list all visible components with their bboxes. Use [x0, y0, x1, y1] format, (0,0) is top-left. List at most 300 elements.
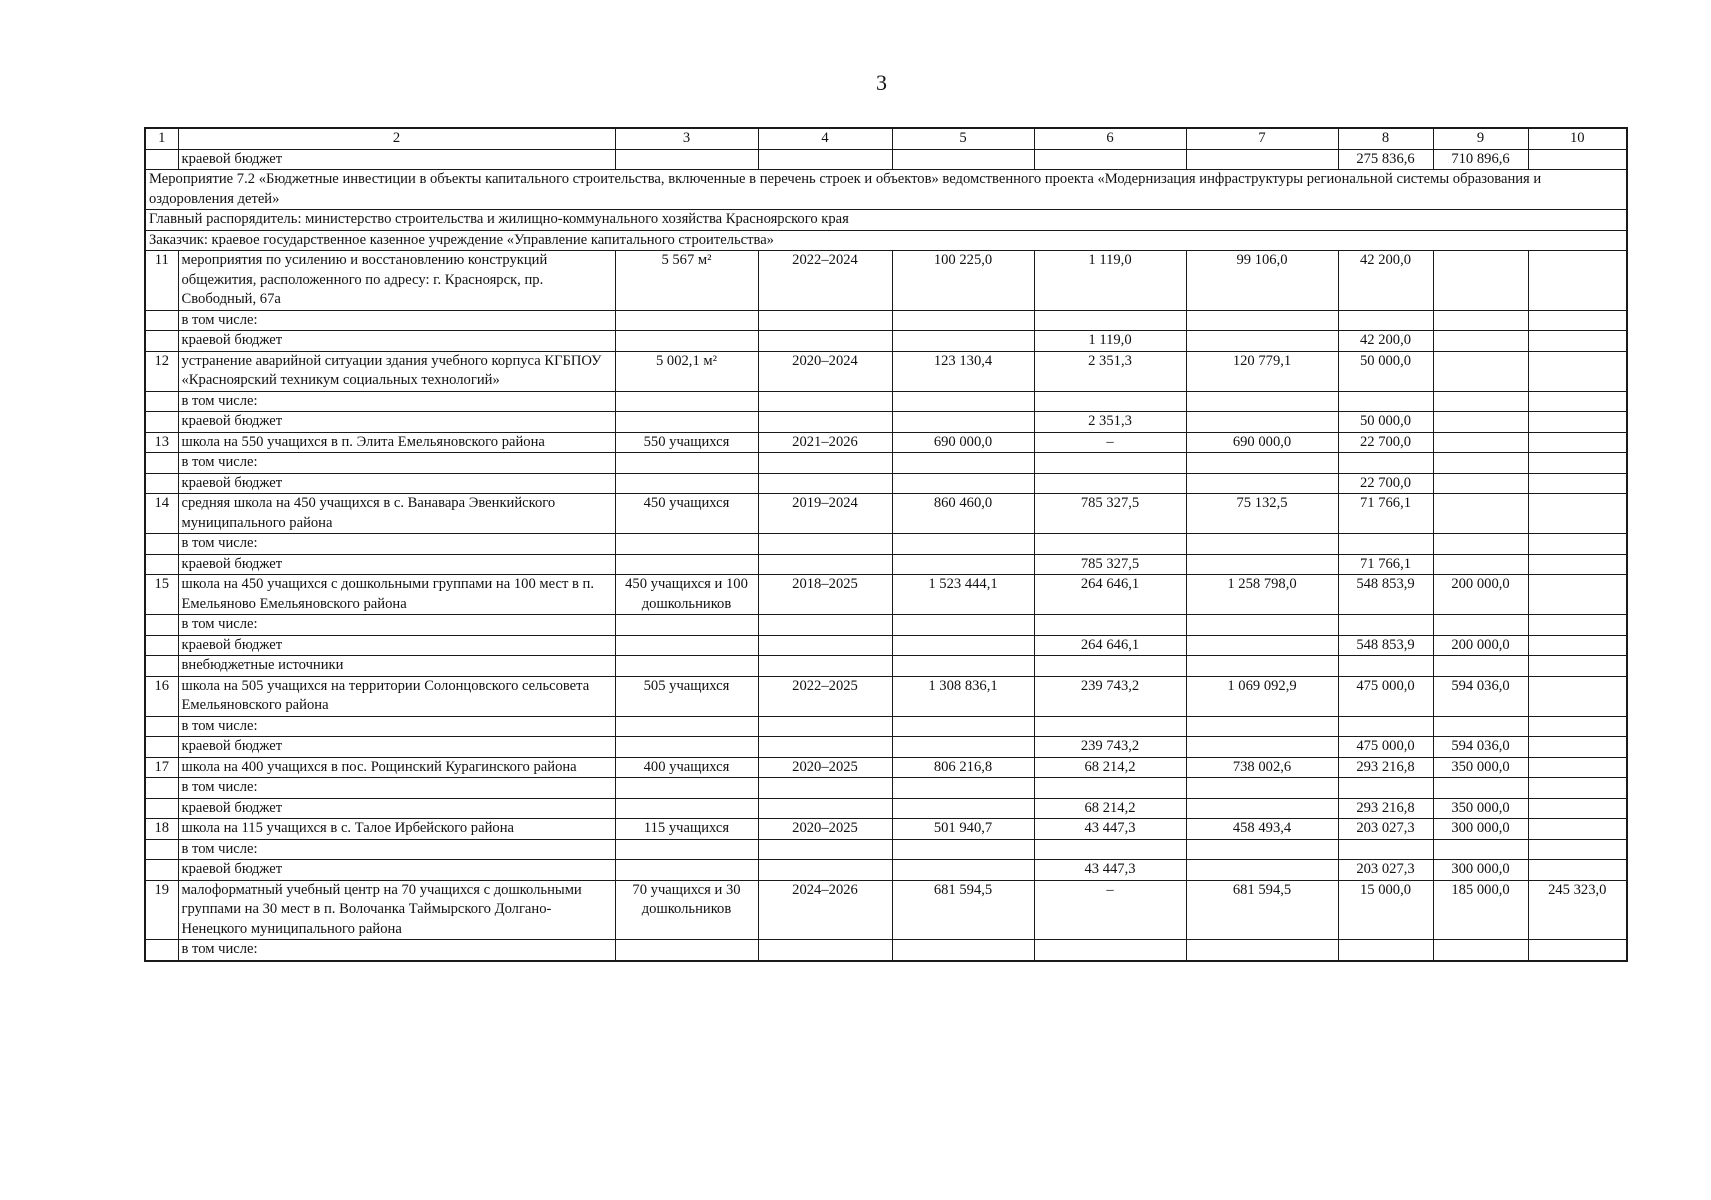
cell-col-8 — [1338, 656, 1433, 677]
table-row — [145, 716, 1627, 737]
cell-col-6: – — [1034, 880, 1186, 940]
cell-col-9: 300 000,0 — [1433, 819, 1528, 840]
cell-col-9 — [1433, 432, 1528, 453]
table-row — [145, 778, 1627, 799]
cell-col-4 — [758, 635, 892, 656]
cell-col-10 — [1528, 798, 1627, 819]
cell-col-4 — [758, 412, 892, 433]
cell-col-9 — [1433, 554, 1528, 575]
cell-col-7 — [1186, 310, 1338, 331]
cell-col-3 — [615, 615, 758, 636]
row-name: в том числе: — [178, 716, 615, 737]
cell-col-9: 594 036,0 — [1433, 737, 1528, 758]
cell-col-8 — [1338, 716, 1433, 737]
cell-col-4: 2018–2025 — [758, 575, 892, 615]
cell-col-8: 293 216,8 — [1338, 757, 1433, 778]
cell-col-4: 2022–2025 — [758, 676, 892, 716]
row-number: 13 — [145, 432, 178, 453]
cell-col-5 — [892, 412, 1034, 433]
cell-col-6: 43 447,3 — [1034, 860, 1186, 881]
row-name: школа на 450 учащихся с дошкольными группами на 100 мест в п. Емельяново Емельяновского района — [178, 575, 615, 615]
row-name: краевой бюджет — [178, 860, 615, 881]
table-row — [145, 432, 1627, 453]
cell-col-4: 2020–2025 — [758, 757, 892, 778]
cell-col-3 — [615, 310, 758, 331]
cell-col-9 — [1433, 656, 1528, 677]
cell-col-10 — [1528, 534, 1627, 555]
row-number — [145, 149, 178, 170]
cell-col-8: 548 853,9 — [1338, 635, 1433, 656]
cell-col-10 — [1528, 635, 1627, 656]
row-name: краевой бюджет — [178, 554, 615, 575]
row-number — [145, 798, 178, 819]
cell-col-8: 50 000,0 — [1338, 412, 1433, 433]
cell-col-3 — [615, 860, 758, 881]
cell-col-8 — [1338, 391, 1433, 412]
cell-col-5 — [892, 554, 1034, 575]
cell-col-8: 71 766,1 — [1338, 494, 1433, 534]
row-name: в том числе: — [178, 391, 615, 412]
cell-col-4 — [758, 860, 892, 881]
cell-col-7: 120 779,1 — [1186, 351, 1338, 391]
cell-col-3 — [615, 940, 758, 961]
cell-col-8 — [1338, 940, 1433, 961]
cell-col-3 — [615, 737, 758, 758]
cell-col-7 — [1186, 798, 1338, 819]
cell-col-4 — [758, 778, 892, 799]
cell-col-9 — [1433, 940, 1528, 961]
cell-col-3 — [615, 453, 758, 474]
cell-col-8 — [1338, 534, 1433, 555]
cell-col-10 — [1528, 860, 1627, 881]
row-number — [145, 554, 178, 575]
cell-col-5 — [892, 149, 1034, 170]
row-number: 12 — [145, 351, 178, 391]
row-number: 15 — [145, 575, 178, 615]
cell-col-6 — [1034, 453, 1186, 474]
cell-col-8: 293 216,8 — [1338, 798, 1433, 819]
cell-col-10 — [1528, 676, 1627, 716]
row-number — [145, 778, 178, 799]
cell-col-7 — [1186, 453, 1338, 474]
row-number — [145, 656, 178, 677]
cell-col-4: 2020–2024 — [758, 351, 892, 391]
cell-col-4: 2021–2026 — [758, 432, 892, 453]
row-name: в том числе: — [178, 310, 615, 331]
table-row — [145, 494, 1627, 534]
cell-col-7 — [1186, 331, 1338, 352]
cell-col-4 — [758, 940, 892, 961]
section-row — [145, 210, 1627, 231]
cell-col-9: 350 000,0 — [1433, 798, 1528, 819]
cell-col-3 — [615, 716, 758, 737]
cell-col-7 — [1186, 391, 1338, 412]
row-name: краевой бюджет — [178, 737, 615, 758]
cell-col-4: 2022–2024 — [758, 251, 892, 311]
table-row — [145, 798, 1627, 819]
cell-col-7: 681 594,5 — [1186, 880, 1338, 940]
table-row — [145, 149, 1627, 170]
cell-col-8: 203 027,3 — [1338, 860, 1433, 881]
cell-col-10 — [1528, 554, 1627, 575]
cell-col-9 — [1433, 391, 1528, 412]
cell-col-9: 350 000,0 — [1433, 757, 1528, 778]
cell-col-9: 300 000,0 — [1433, 860, 1528, 881]
row-name: краевой бюджет — [178, 331, 615, 352]
cell-col-9 — [1433, 251, 1528, 311]
cell-col-3 — [615, 656, 758, 677]
cell-col-6 — [1034, 940, 1186, 961]
row-name: в том числе: — [178, 534, 615, 555]
cell-col-9: 710 896,6 — [1433, 149, 1528, 170]
cell-col-9: 185 000,0 — [1433, 880, 1528, 940]
row-number — [145, 331, 178, 352]
table-row — [145, 819, 1627, 840]
cell-col-4 — [758, 391, 892, 412]
cell-col-3: 5 002,1 м² — [615, 351, 758, 391]
cell-col-6: 239 743,2 — [1034, 676, 1186, 716]
row-name: малоформатный учебный центр на 70 учащихся с дошкольными группами на 30 мест в п. Волочанка Таймырского Долгано-Ненецкого муниципального района — [178, 880, 615, 940]
cell-col-4 — [758, 554, 892, 575]
cell-col-6: 239 743,2 — [1034, 737, 1186, 758]
cell-col-4 — [758, 534, 892, 555]
cell-col-3: 70 учащихся и 30 дошкольников — [615, 880, 758, 940]
row-number — [145, 453, 178, 474]
cell-col-3 — [615, 798, 758, 819]
cell-col-9 — [1433, 839, 1528, 860]
cell-col-7: 1 069 092,9 — [1186, 676, 1338, 716]
cell-col-9 — [1433, 351, 1528, 391]
column-header-6: 6 — [1034, 128, 1186, 149]
cell-col-10 — [1528, 351, 1627, 391]
cell-col-8: 203 027,3 — [1338, 819, 1433, 840]
cell-col-5 — [892, 391, 1034, 412]
cell-col-7 — [1186, 716, 1338, 737]
table-row — [145, 940, 1627, 961]
cell-col-3: 5 567 м² — [615, 251, 758, 311]
cell-col-6 — [1034, 534, 1186, 555]
cell-col-5 — [892, 656, 1034, 677]
cell-col-5 — [892, 615, 1034, 636]
row-name: краевой бюджет — [178, 473, 615, 494]
cell-col-6 — [1034, 778, 1186, 799]
column-header-4: 4 — [758, 128, 892, 149]
cell-col-7 — [1186, 860, 1338, 881]
cell-col-10 — [1528, 656, 1627, 677]
cell-col-10 — [1528, 737, 1627, 758]
table-row — [145, 412, 1627, 433]
cell-col-5 — [892, 860, 1034, 881]
cell-col-6 — [1034, 473, 1186, 494]
cell-col-6 — [1034, 656, 1186, 677]
cell-col-7: 1 258 798,0 — [1186, 575, 1338, 615]
section-text: Мероприятие 7.2 «Бюджетные инвестиции в объекты капитального строительства, включенные в перечень строек и объектов» ведомственного проекта «Модернизация инфраструктуры региональной системы образования и оздоровления детей» — [145, 170, 1627, 210]
row-name: устранение аварийной ситуации здания учебного корпуса КГБПОУ «Красноярский техникум социальных технологий» — [178, 351, 615, 391]
cell-col-9 — [1433, 778, 1528, 799]
row-name: краевой бюджет — [178, 149, 615, 170]
cell-col-4 — [758, 798, 892, 819]
cell-col-10 — [1528, 716, 1627, 737]
cell-col-6: 1 119,0 — [1034, 251, 1186, 311]
cell-col-4 — [758, 656, 892, 677]
cell-col-10 — [1528, 412, 1627, 433]
row-name: краевой бюджет — [178, 412, 615, 433]
cell-col-6 — [1034, 310, 1186, 331]
cell-col-5 — [892, 310, 1034, 331]
row-name: в том числе: — [178, 615, 615, 636]
row-name: внебюджетные источники — [178, 656, 615, 677]
cell-col-6 — [1034, 716, 1186, 737]
cell-col-3: 450 учащихся — [615, 494, 758, 534]
cell-col-6: 43 447,3 — [1034, 819, 1186, 840]
cell-col-6 — [1034, 391, 1186, 412]
row-name: в том числе: — [178, 940, 615, 961]
row-number: 17 — [145, 757, 178, 778]
cell-col-7: 738 002,6 — [1186, 757, 1338, 778]
cell-col-7 — [1186, 778, 1338, 799]
cell-col-3: 450 учащихся и 100 дошкольников — [615, 575, 758, 615]
cell-col-10 — [1528, 615, 1627, 636]
cell-col-10 — [1528, 331, 1627, 352]
row-number: 19 — [145, 880, 178, 940]
page-number: 3 — [876, 70, 887, 95]
cell-col-5: 123 130,4 — [892, 351, 1034, 391]
section-row — [145, 170, 1627, 210]
cell-col-7: 99 106,0 — [1186, 251, 1338, 311]
cell-col-10 — [1528, 251, 1627, 311]
cell-col-9 — [1433, 453, 1528, 474]
cell-col-8: 22 700,0 — [1338, 473, 1433, 494]
cell-col-3 — [615, 391, 758, 412]
row-number — [145, 940, 178, 961]
cell-col-5 — [892, 453, 1034, 474]
cell-col-7: 690 000,0 — [1186, 432, 1338, 453]
cell-col-6 — [1034, 149, 1186, 170]
table-row — [145, 635, 1627, 656]
row-number — [145, 391, 178, 412]
row-number — [145, 839, 178, 860]
cell-col-5: 690 000,0 — [892, 432, 1034, 453]
cell-col-5: 806 216,8 — [892, 757, 1034, 778]
cell-col-6: 264 646,1 — [1034, 635, 1186, 656]
row-number — [145, 473, 178, 494]
cell-col-8 — [1338, 453, 1433, 474]
row-name: школа на 115 учащихся в с. Талое Ирбейского района — [178, 819, 615, 840]
section-row — [145, 230, 1627, 251]
cell-col-4: 2024–2026 — [758, 880, 892, 940]
cell-col-8 — [1338, 778, 1433, 799]
cell-col-7 — [1186, 615, 1338, 636]
cell-col-5 — [892, 798, 1034, 819]
cell-col-7 — [1186, 656, 1338, 677]
cell-col-3: 505 учащихся — [615, 676, 758, 716]
table-row — [145, 310, 1627, 331]
cell-col-7 — [1186, 940, 1338, 961]
cell-col-3: 400 учащихся — [615, 757, 758, 778]
cell-col-8: 42 200,0 — [1338, 331, 1433, 352]
table-row — [145, 351, 1627, 391]
row-name: краевой бюджет — [178, 635, 615, 656]
cell-col-3 — [615, 778, 758, 799]
cell-col-7 — [1186, 412, 1338, 433]
cell-col-6: 2 351,3 — [1034, 412, 1186, 433]
cell-col-8 — [1338, 839, 1433, 860]
cell-col-9 — [1433, 331, 1528, 352]
cell-col-10: 245 323,0 — [1528, 880, 1627, 940]
cell-col-4 — [758, 149, 892, 170]
cell-col-10 — [1528, 819, 1627, 840]
cell-col-6: 264 646,1 — [1034, 575, 1186, 615]
cell-col-8: 50 000,0 — [1338, 351, 1433, 391]
cell-col-4 — [758, 615, 892, 636]
cell-col-8: 475 000,0 — [1338, 676, 1433, 716]
cell-col-5: 1 523 444,1 — [892, 575, 1034, 615]
cell-col-5 — [892, 737, 1034, 758]
cell-col-9: 200 000,0 — [1433, 575, 1528, 615]
cell-col-10 — [1528, 453, 1627, 474]
cell-col-9 — [1433, 412, 1528, 433]
row-number — [145, 412, 178, 433]
cell-col-5: 681 594,5 — [892, 880, 1034, 940]
cell-col-4: 2020–2025 — [758, 819, 892, 840]
table-row — [145, 575, 1627, 615]
cell-col-8: 42 200,0 — [1338, 251, 1433, 311]
section-text: Главный распорядитель: министерство строительства и жилищно-коммунального хозяйства Красноярского края — [145, 210, 1627, 231]
column-header-7: 7 — [1186, 128, 1338, 149]
cell-col-6: 785 327,5 — [1034, 494, 1186, 534]
cell-col-4: 2019–2024 — [758, 494, 892, 534]
table-row — [145, 757, 1627, 778]
cell-col-10 — [1528, 757, 1627, 778]
row-name: мероприятия по усилению и восстановлению конструкций общежития, расположенного по адресу: г. Красноярск, пр. Свободный, 67а — [178, 251, 615, 311]
column-header-row — [145, 128, 1627, 149]
table-row — [145, 880, 1627, 940]
cell-col-9 — [1433, 310, 1528, 331]
cell-col-7 — [1186, 635, 1338, 656]
table-row — [145, 251, 1627, 311]
cell-col-6 — [1034, 615, 1186, 636]
cell-col-7 — [1186, 737, 1338, 758]
cell-col-3 — [615, 149, 758, 170]
cell-col-4 — [758, 331, 892, 352]
table-row — [145, 839, 1627, 860]
row-name: средняя школа на 450 учащихся в с. Ванавара Эвенкийского муниципального района — [178, 494, 615, 534]
cell-col-10 — [1528, 473, 1627, 494]
cell-col-3 — [615, 412, 758, 433]
cell-col-8: 475 000,0 — [1338, 737, 1433, 758]
cell-col-5: 100 225,0 — [892, 251, 1034, 311]
cell-col-6: 2 351,3 — [1034, 351, 1186, 391]
cell-col-7: 75 132,5 — [1186, 494, 1338, 534]
cell-col-9: 200 000,0 — [1433, 635, 1528, 656]
column-header-2: 2 — [178, 128, 615, 149]
table-row — [145, 331, 1627, 352]
cell-col-7 — [1186, 839, 1338, 860]
row-name: в том числе: — [178, 453, 615, 474]
table-row — [145, 534, 1627, 555]
column-header-9: 9 — [1433, 128, 1528, 149]
cell-col-3 — [615, 331, 758, 352]
cell-col-7 — [1186, 473, 1338, 494]
cell-col-8 — [1338, 310, 1433, 331]
cell-col-7 — [1186, 534, 1338, 555]
table-row — [145, 676, 1627, 716]
table-row — [145, 860, 1627, 881]
cell-col-5 — [892, 716, 1034, 737]
cell-col-8: 15 000,0 — [1338, 880, 1433, 940]
cell-col-9 — [1433, 473, 1528, 494]
cell-col-4 — [758, 473, 892, 494]
cell-col-9 — [1433, 615, 1528, 636]
cell-col-5 — [892, 839, 1034, 860]
cell-col-6 — [1034, 839, 1186, 860]
column-header-5: 5 — [892, 128, 1034, 149]
cell-col-3: 550 учащихся — [615, 432, 758, 453]
cell-col-8: 548 853,9 — [1338, 575, 1433, 615]
column-header-1: 1 — [145, 128, 178, 149]
row-name: в том числе: — [178, 778, 615, 799]
cell-col-10 — [1528, 494, 1627, 534]
cell-col-9 — [1433, 716, 1528, 737]
cell-col-3: 115 учащихся — [615, 819, 758, 840]
cell-col-5: 501 940,7 — [892, 819, 1034, 840]
cell-col-10 — [1528, 778, 1627, 799]
cell-col-8: 71 766,1 — [1338, 554, 1433, 575]
table-row — [145, 391, 1627, 412]
row-number — [145, 310, 178, 331]
cell-col-8 — [1338, 615, 1433, 636]
cell-col-4 — [758, 453, 892, 474]
cell-col-7 — [1186, 149, 1338, 170]
table-row — [145, 453, 1627, 474]
cell-col-6: – — [1034, 432, 1186, 453]
cell-col-3 — [615, 534, 758, 555]
cell-col-5 — [892, 635, 1034, 656]
cell-col-10 — [1528, 310, 1627, 331]
cell-col-7 — [1186, 554, 1338, 575]
cell-col-5: 860 460,0 — [892, 494, 1034, 534]
table-row — [145, 656, 1627, 677]
cell-col-8: 22 700,0 — [1338, 432, 1433, 453]
row-number — [145, 534, 178, 555]
cell-col-5 — [892, 473, 1034, 494]
cell-col-6: 68 214,2 — [1034, 798, 1186, 819]
cell-col-5 — [892, 331, 1034, 352]
row-name: школа на 505 учащихся на территории Солонцовского сельсовета Емельяновского района — [178, 676, 615, 716]
cell-col-3 — [615, 554, 758, 575]
cell-col-10 — [1528, 839, 1627, 860]
row-number — [145, 860, 178, 881]
cell-col-8: 275 836,6 — [1338, 149, 1433, 170]
row-name: школа на 550 учащихся в п. Элита Емельяновского района — [178, 432, 615, 453]
row-number: 18 — [145, 819, 178, 840]
row-number — [145, 716, 178, 737]
row-number — [145, 615, 178, 636]
column-header-10: 10 — [1528, 128, 1627, 149]
row-number — [145, 737, 178, 758]
cell-col-9 — [1433, 494, 1528, 534]
cell-col-7: 458 493,4 — [1186, 819, 1338, 840]
row-name: краевой бюджет — [178, 798, 615, 819]
table-row — [145, 737, 1627, 758]
table-row — [145, 554, 1627, 575]
row-number: 16 — [145, 676, 178, 716]
cell-col-3 — [615, 635, 758, 656]
cell-col-3 — [615, 839, 758, 860]
row-name: школа на 400 учащихся в пос. Рощинский Курагинского района — [178, 757, 615, 778]
budget-table — [144, 127, 1628, 962]
column-header-8: 8 — [1338, 128, 1433, 149]
